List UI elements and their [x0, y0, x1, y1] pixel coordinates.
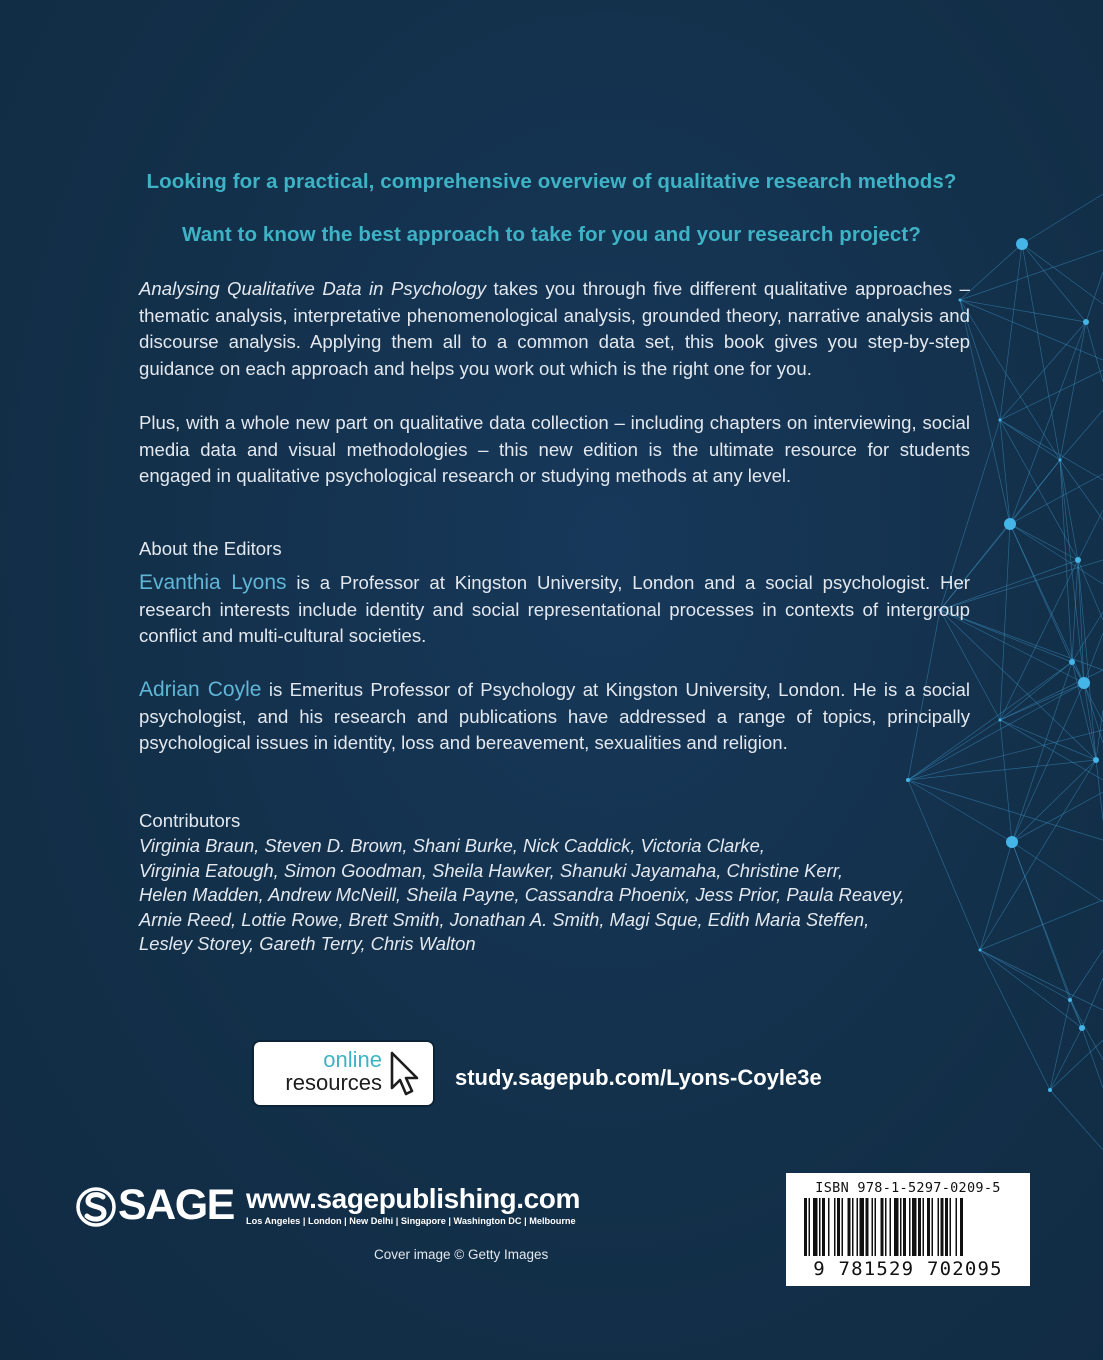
network-line	[960, 300, 1086, 322]
network-line	[980, 760, 1096, 950]
barcode-bar	[960, 1198, 963, 1256]
barcode-bar	[903, 1198, 906, 1256]
about-editors-heading: About the Editors	[139, 538, 282, 559]
contributors-line: Helen Madden, Andrew McNeill, Sheila Payne, Cassandra Phoenix, Jess Prior, Paula Reavey,	[139, 884, 905, 906]
network-line	[1078, 510, 1103, 560]
network-node	[1079, 1025, 1085, 1031]
network-node	[1048, 1088, 1052, 1092]
barcode-bar	[828, 1198, 830, 1256]
network-node	[1069, 659, 1075, 665]
barcode-bar	[875, 1198, 877, 1256]
network-line	[960, 300, 1060, 460]
barcode-bar	[890, 1198, 892, 1256]
network-line	[1086, 272, 1103, 322]
network-line	[1070, 950, 1103, 1000]
network-line	[1060, 322, 1086, 460]
question-best-approach: Want to know the best approach to take for you and your research project?	[182, 223, 921, 246]
network-line	[1000, 720, 1103, 780]
isbn-barcode	[786, 1173, 1030, 1286]
network-line	[1000, 683, 1084, 720]
barcode-bar	[872, 1198, 874, 1256]
editor-bio-coyle	[139, 677, 970, 757]
barcode-bar	[848, 1198, 851, 1256]
network-node	[1068, 998, 1072, 1002]
barcode-bar	[909, 1198, 911, 1256]
resources-label: resources	[285, 1070, 382, 1095]
intro-paragraph-2: Plus, with a whole new part on qualitative data collection – including chapters on interviewing, social media data and visual methodologies – this new edition is the ultimate resource for students engaged in qualitative psychological research or studying methods at any level.	[139, 412, 970, 487]
barcode-bar	[927, 1198, 930, 1256]
network-line	[1072, 612, 1103, 662]
barcode-bar	[866, 1198, 869, 1256]
intro-paragraph-1-text: takes you through five different qualitative approaches – thematic analysis, interpretative phenomenological analysis, grounded theory, narrative analysis and discourse analysis. Applying them all to a common data set, this book gives you step-by-step guidance on each approach and helps you work out which is the right one for you.	[139, 278, 970, 380]
network-line	[1012, 760, 1096, 842]
barcode-bar	[834, 1198, 836, 1256]
online-resources-badge[interactable]	[254, 1042, 433, 1105]
barcode-bar	[860, 1198, 865, 1256]
barcode-bar	[912, 1198, 917, 1256]
editor-name: Evanthia Lyons	[139, 571, 287, 594]
network-line	[1060, 460, 1103, 520]
network-line	[1022, 244, 1086, 322]
network-line	[1050, 1028, 1082, 1090]
barcode-bar	[813, 1198, 818, 1256]
intro-paragraph-1	[139, 276, 970, 383]
network-node	[1083, 319, 1089, 325]
barcode-bar	[809, 1198, 811, 1256]
barcode-digits: 9 781529 702095	[813, 1258, 1003, 1280]
barcode-bar	[857, 1198, 859, 1256]
network-line	[980, 842, 1012, 950]
network-line	[1086, 322, 1103, 382]
network-node	[1006, 836, 1018, 848]
network-line	[1000, 662, 1072, 720]
network-line	[908, 760, 1096, 780]
network-line	[1000, 720, 1012, 842]
barcode-icon	[804, 1198, 1012, 1260]
question-practical-overview: Looking for a practical, comprehensive overview of qualitative research methods?	[146, 170, 957, 193]
publisher-website[interactable]: www.sagepublishing.com	[246, 1183, 580, 1214]
network-line	[1072, 662, 1103, 722]
network-line	[1082, 978, 1103, 1028]
network-node	[1004, 518, 1016, 530]
network-line	[1096, 710, 1103, 760]
network-line	[1010, 322, 1086, 524]
network-line	[1000, 720, 1096, 760]
sage-s-circle-logo	[76, 1184, 116, 1230]
barcode-bar	[938, 1198, 940, 1256]
barcode-bar	[842, 1198, 844, 1256]
contributors-heading: Contributors	[139, 810, 241, 831]
network-line	[1078, 560, 1084, 683]
network-node	[1059, 459, 1062, 462]
barcode-bar	[918, 1198, 921, 1256]
barcode-bar	[923, 1198, 925, 1256]
network-line	[1012, 792, 1103, 842]
network-line	[1096, 760, 1103, 820]
network-node	[999, 419, 1002, 422]
editor-name: Adrian Coyle	[139, 678, 262, 701]
publisher-locations: Los Angeles | London | New Delhi | Singapore | Washington DC | Melbourne	[246, 1216, 576, 1226]
barcode-bar	[950, 1198, 952, 1256]
barcode-bar	[956, 1198, 958, 1256]
isbn-number: ISBN 978-1-5297-0209-5	[815, 1180, 1001, 1196]
network-line	[1000, 420, 1060, 460]
network-line	[1078, 560, 1096, 760]
network-node	[999, 719, 1002, 722]
network-node	[1078, 677, 1090, 689]
network-line	[960, 250, 1103, 300]
network-node	[979, 949, 982, 952]
network-line	[1012, 842, 1103, 902]
editor-bio-text: is Emeritus Professor of Psychology at Kingston University, London. He is a social psychologist, and his research and publications have addressed a range of topics, principally psychological issues in identity, loss and bereavement, sexualities and religion.	[139, 679, 970, 754]
network-line	[1010, 474, 1103, 524]
barcode-bar	[941, 1198, 944, 1256]
network-node	[1093, 757, 1099, 763]
companion-website-link[interactable]: study.sagepub.com/Lyons-Coyle3e	[455, 1065, 822, 1090]
network-line	[980, 950, 1103, 1010]
network-line	[1060, 460, 1084, 683]
barcode-bar	[894, 1198, 899, 1256]
network-line	[980, 950, 1082, 1028]
network-line	[960, 300, 1103, 360]
barcode-bar	[804, 1198, 807, 1256]
network-line	[980, 900, 1103, 950]
network-line	[1078, 560, 1103, 620]
network-node	[906, 778, 910, 782]
network-line	[1050, 1090, 1103, 1150]
barcode-bar	[932, 1198, 934, 1256]
barcode-bar	[822, 1198, 825, 1256]
barcode-bar	[885, 1198, 887, 1256]
network-line	[1060, 460, 1072, 662]
barcode-bar	[945, 1198, 948, 1256]
network-line	[1050, 1000, 1070, 1090]
network-line	[1070, 1000, 1103, 1060]
barcode-bar	[881, 1198, 884, 1256]
barcode-bar	[900, 1198, 902, 1256]
cursor-arrow-icon	[388, 1050, 422, 1098]
editor-bio-text: is a Professor at Kingston University, London and a social psychologist. Her research interests include identity and social representational processes in contexts of intergroup conflict and multi-cultural societies.	[139, 572, 970, 647]
barcode-bar	[819, 1198, 821, 1256]
contributors-line: Virginia Eatough, Simon Goodman, Sheila Hawker, Shanuki Jayamaha, Christine Kerr,	[139, 859, 843, 881]
network-line	[1072, 560, 1078, 662]
network-line	[908, 780, 1103, 840]
barcode-bar	[837, 1198, 840, 1256]
network-line	[1000, 322, 1086, 420]
network-node	[1075, 557, 1081, 563]
network-line	[1060, 410, 1103, 460]
contributors-line: Lesley Storey, Gareth Terry, Chris Walton	[139, 933, 476, 955]
contributors-list	[139, 834, 969, 957]
editor-bio-lyons	[139, 570, 970, 650]
network-line	[1000, 524, 1010, 720]
book-title: Analysing Qualitative Data in Psychology	[139, 278, 487, 299]
contributors-line: Virginia Braun, Steven D. Brown, Shani Burke, Nick Caddick, Victoria Clarke,	[139, 835, 765, 856]
barcode-bar	[852, 1198, 854, 1256]
network-line	[1082, 1028, 1103, 1088]
contributors-line: Arnie Reed, Lottie Rowe, Brett Smith, Jonathan A. Smith, Magi Sque, Edith Maria Steffen,	[139, 908, 870, 930]
online-label: online	[323, 1047, 382, 1072]
cover-image-credit: Cover image © Getty Images	[374, 1247, 549, 1262]
network-line	[980, 950, 1050, 1090]
network-line	[908, 780, 1012, 842]
sage-wordmark: SAGE	[118, 1181, 234, 1229]
network-line	[980, 950, 1070, 1000]
